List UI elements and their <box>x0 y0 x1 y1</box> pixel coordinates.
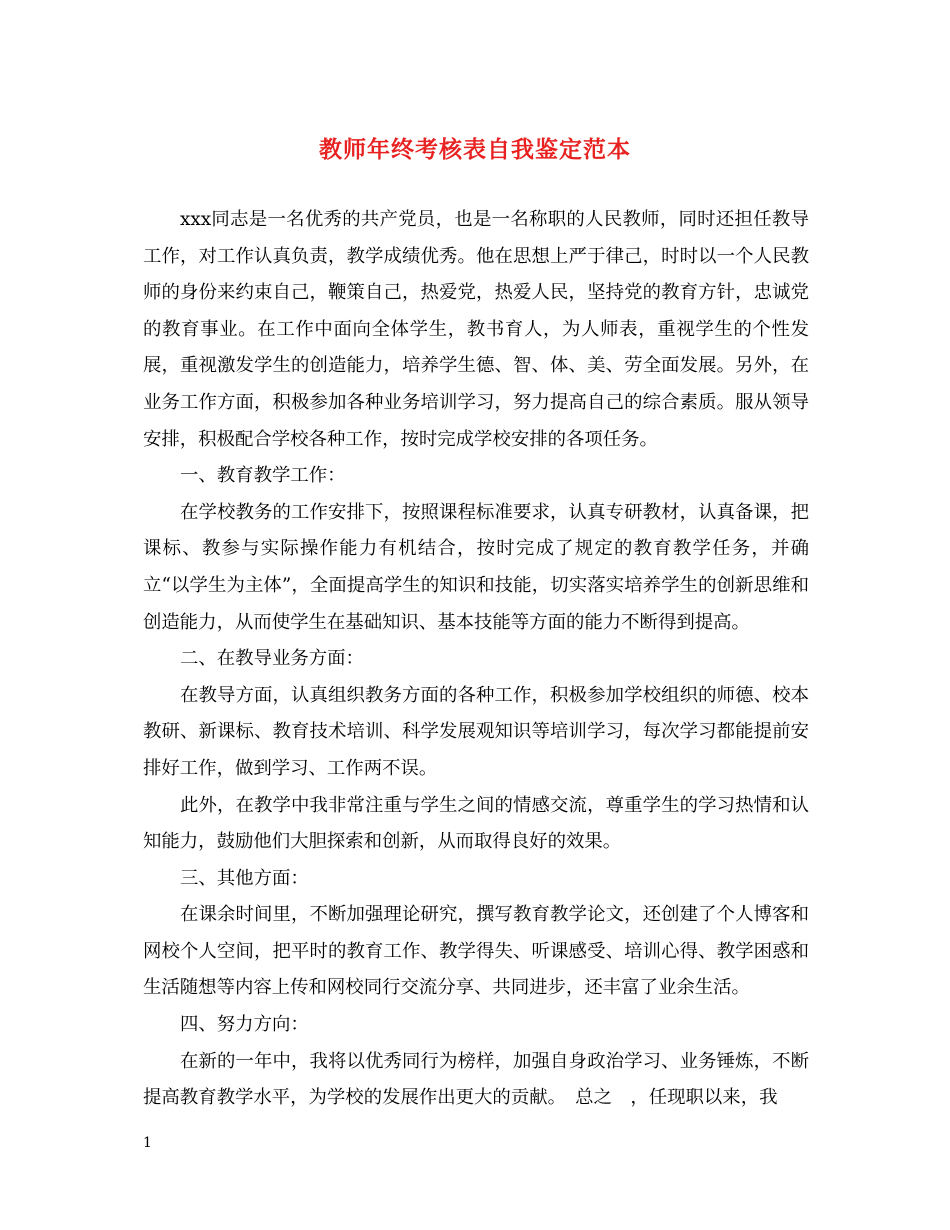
section-heading-other: 三、其他方面： <box>180 867 309 889</box>
intro-paragraph: xxx同志是一名优秀的共产党员，也是一名称职的人民教师，同时还担任教导工作，对工作认真负责，教学成绩优秀。他在思想上严于律己，时时以一个人民教师的身份来约束自己，鞭策自己，热爱党，热爱人民，坚持党的教育方针，忠诚党的教育事业。在工作中面向全体学生，教书育人，为人师表，重视学生的个性发展，重视激发学生的创造能力，培养学生德、智、体、美、劳全面发展。另外，在业务工作方面，积极参加各种业务培训学习，努力提高自己的综合素质。服从领导安排，积极配合学校各种工作，按时完成学校安排的各项任务。 <box>143 209 809 450</box>
direction-paragraph: 在新的一年中，我将以优秀同行为榜样，加强自身政治学习、业务锤炼，不断提高教育教学水平，为学校的发展作出更大的贡献。 总之 ，任现职以来，我 <box>143 1050 809 1109</box>
document-body <box>143 202 809 1117</box>
other-paragraph: 在课余时间里，不断加强理论研究，撰写教育教学论文，还创建了个人博客和网校个人空间，把平时的教育工作、教学得失、听课感受、培训心得、教学困惑和生活随想等内容上传和网校同行交流分享、共同进步，还丰富了业余生活。 <box>143 904 809 999</box>
section-heading-direction: 四、努力方向： <box>180 1014 309 1036</box>
section-heading-guidance: 二、在教导业务方面： <box>180 648 364 670</box>
page-number: 1 <box>143 1135 152 1151</box>
communication-paragraph: 此外，在教学中我非常注重与学生之间的情感交流，尊重学生的学习热情和认知能力，鼓励他们大胆探索和创新，从而取得良好的效果。 <box>143 794 809 853</box>
teaching-paragraph: 在学校教务的工作安排下，按照课程标准要求，认真专研教材，认真备课，把课标、教参与实际操作能力有机结合，按时完成了规定的教育教学任务，并确立“以学生为主体”，全面提高学生的知识和技能，切实落实培养学生的创新思维和创造能力，从而使学生在基础知识、基本技能等方面的能力不断得到提高。 <box>143 501 809 633</box>
section-heading-teaching: 一、教育教学工作： <box>180 465 346 487</box>
document-title: 教师年终考核表自我鉴定范本 <box>319 136 631 163</box>
guidance-paragraph: 在教导方面，认真组织教务方面的各种工作，积极参加学校组织的师德、校本教研、新课标、教育技术培训、科学发展观知识等培训学习，每次学习都能提前安排好工作，做到学习、工作两不误。 <box>143 684 809 779</box>
